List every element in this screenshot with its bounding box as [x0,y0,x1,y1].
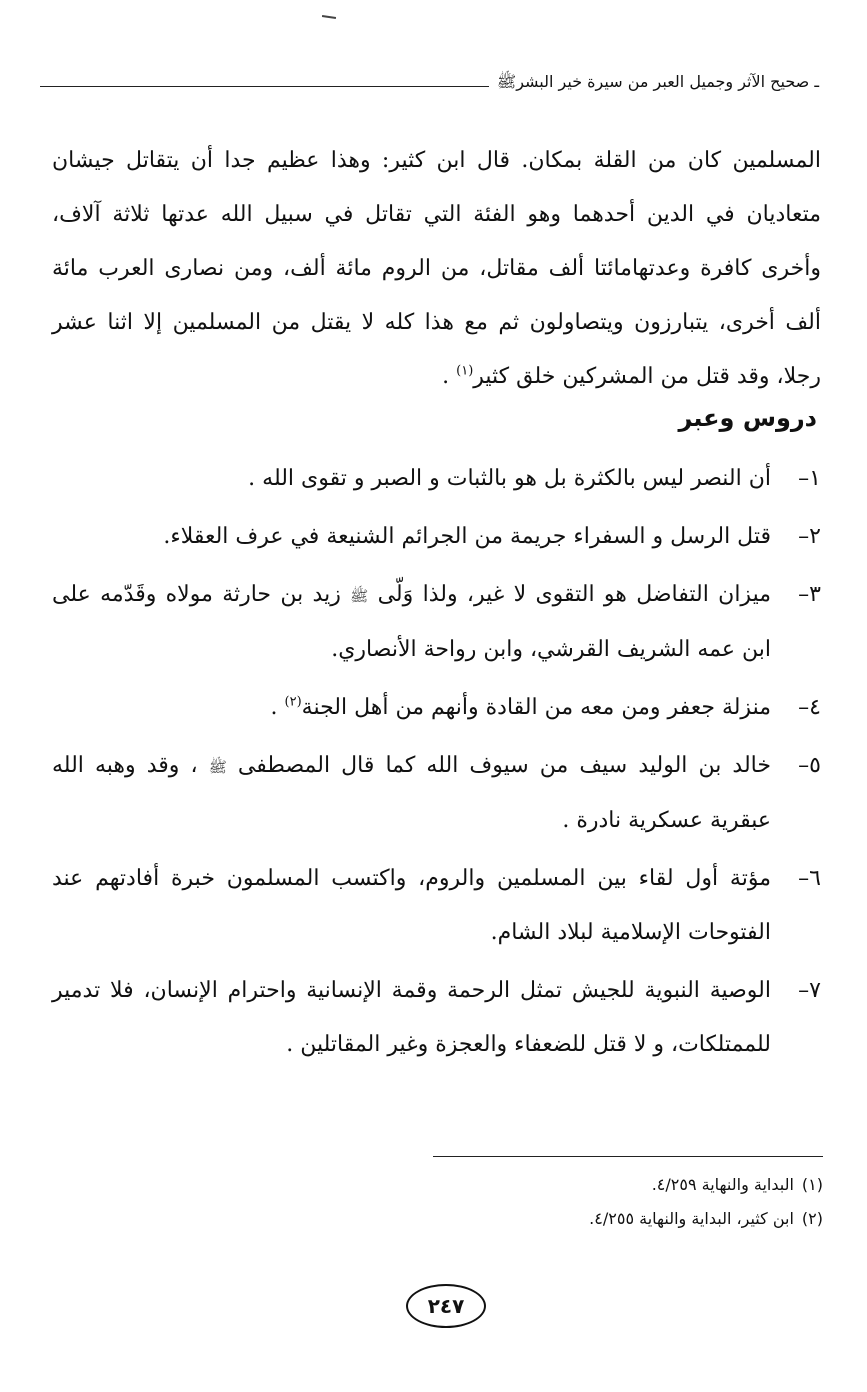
lesson-text-end: . [270,695,285,720]
lesson-number: ٥– [798,753,821,778]
lesson-text-part: ميزان التفاضل هو التقوى لا غير، ولذا وَلّى [368,582,771,607]
footnote-1 [589,1168,823,1202]
lesson-item-2 [52,510,821,564]
lesson-text: قتل الرسل و السفراء جريمة من الجرائم الشنيعة في عرف العقلاء. [163,524,771,549]
scan-mark [322,15,336,19]
lesson-number: ١– [798,466,821,491]
footnote-text: ابن كثير، البداية والنهاية ٤/٢٥٥. [589,1209,794,1228]
footnote-ref-1[interactable]: (١) [456,363,474,379]
lesson-item-4 [52,681,821,735]
page-number: ٢٤٧ [427,1294,465,1318]
footnote-2 [589,1202,823,1236]
lesson-number: ٣– [798,582,821,607]
lesson-text-part: خالد بن الوليد سيف من سيوف الله كما قال المصطفى [226,753,771,778]
running-header-rule [40,86,489,87]
lesson-item-5 [52,739,821,848]
lesson-item-7 [52,964,821,1072]
lesson-text [52,739,771,848]
lesson-number: ٧– [798,978,821,1003]
lesson-item-1 [52,452,821,506]
page-number-oval [406,1284,486,1328]
lesson-text: مؤتة أول لقاء بين المسلمين والروم، واكتسب المسلمون خبرة أفادتهم عند الفتوحات الإسلامية لبلاد الشام. [52,866,771,945]
lesson-text-part: ، وقد وهبه الله عبقرية عسكرية نادرة . [52,753,771,833]
honorific-glyph: ﷺ [208,758,227,776]
footnote-marker: (١) [801,1175,823,1194]
lesson-item-6 [52,852,821,960]
intro-text: المسلمين كان من القلة بمكان. قال ابن كثير: وهذا عظيم جدا أن يتقاتل جيشان متعاديان في الدين أحدهما وهو الفئة التي تقاتل في سبيل الله عدتها ثلاثة آلاف، وأخرى كافرة وعدتهامائتا ألف مقاتل، من الروم مائة ألف، ومن نصارى العرب مائة ألف أخرى، يتبارزون ويتصاولون ثم مع هذا كله لا يقتل من المسلمين إلا اثنا عشر رجلا، وقد قتل من المشركين خلق كثير [52,148,821,389]
running-header-title: ـ صحيح الآثر وجميل العبر من سيرة خير البشرﷺ [496,71,819,91]
section-heading: دروس وعبر [678,404,817,432]
footnote-rule [433,1156,823,1157]
lesson-text: الوصية النبوية للجيش تمثل الرحمة وقمة الإنسانية واحترام الإنسان، فلا تدمير للممتلكات، و لا قتل للضعفاء والعجزة وغير المقاتلين . [52,978,771,1057]
lessons-list [52,452,821,1076]
footnote-text: البداية والنهاية ٤/٢٥٩. [651,1175,794,1194]
lesson-number: ٢– [798,524,821,549]
footnote-ref-2[interactable]: (٢) [284,694,302,710]
footnotes [589,1168,823,1236]
honorific-glyph: ﷺ [350,587,369,605]
lesson-text [52,681,771,735]
intro-paragraph [52,134,821,404]
lesson-item-3 [52,568,821,677]
lesson-text-part: منزلة جعفر ومن معه من القادة وأنهم من أهل الجنة [301,695,771,720]
lesson-text: أن النصر ليس بالكثرة بل هو بالثبات و الصبر و تقوى الله . [248,466,771,491]
running-header [40,68,819,98]
lesson-number: ٦– [798,866,821,891]
intro-text-end: . [442,364,457,389]
lesson-text-part: زيد بن حارثة مولاه وقَدّمه على ابن عمه الشريف القرشي، وابن رواحة الأنصاري. [52,582,771,662]
lesson-number: ٤– [798,695,821,720]
lesson-text [52,568,771,677]
footnote-marker: (٢) [801,1209,823,1228]
